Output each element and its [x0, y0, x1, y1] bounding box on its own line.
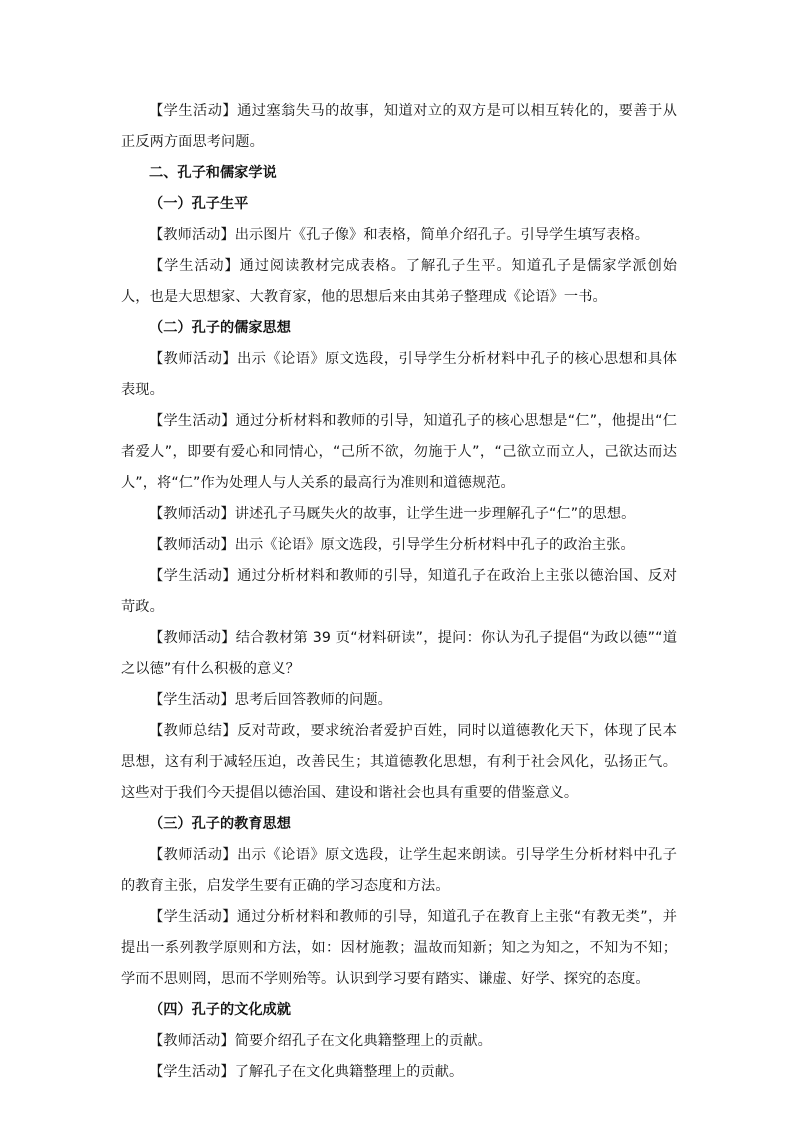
subsection-heading: （一）孔子生平: [149, 196, 249, 212]
paragraph: 【教师总结】反对苛政，要求统治者爱护百姓，同时以道德教化天下，体现了民本思想，这有利于减轻压迫，改善民生；其道德教化思想，有利于社会风化，弘扬正气。这些对于我们今天提倡以德治国、建设和谐社会也具有重要的借鉴意义。: [121, 723, 677, 801]
paragraph: 【教师活动】结合教材第 39 页“材料研读”，提问：你认为孔子提倡“为政以德”“道之以德”有什么积极的意义？: [121, 630, 677, 677]
subsection-heading: （二）孔子的儒家思想: [149, 320, 291, 336]
paragraph: 【教师活动】讲述孔子马厩失火的故事，让学生进一步理解孔子“仁”的思想。: [149, 506, 636, 522]
subsection-heading: （三）孔子的教育思想: [149, 816, 291, 832]
paragraph: 【学生活动】通过塞翁失马的故事，知道对立的双方是可以相互转化的，要善于从正反两方面思考问题。: [121, 103, 677, 150]
section-heading: 二、孔子和儒家学说: [149, 165, 277, 181]
paragraph: 【学生活动】通过阅读教材完成表格。了解孔子生平。知道孔子是儒家学派创始人，也是大思想家、大教育家，他的思想后来由其弟子整理成《论语》一书。: [121, 258, 677, 305]
paragraph: 【学生活动】思考后回答教师的问题。: [149, 692, 392, 708]
paragraph: 【教师活动】出示图片《孔子像》和表格，简单介绍孔子。引导学生填写表格。: [149, 227, 650, 243]
paragraph: 【教师活动】简要介绍孔子在文化典籍整理上的贡献。: [149, 1033, 492, 1049]
paragraph: 【教师活动】出示《论语》原文选段，引导学生分析材料中孔子的核心思想和具体表现。: [121, 351, 677, 398]
paragraph: 【学生活动】通过分析材料和教师的引导，知道孔子在教育上主张“有教无类”，并提出一系列教学原则和方法，如：因材施教；温故而知新；知之为知之，不知为不知；学而不思则罔，思而不学则殆等。认识到学习要有踏实、谦虚、好学、探究的态度。: [121, 909, 677, 987]
paragraph: 【教师活动】出示《论语》原文选段，让学生起来朗读。引导学生分析材料中孔子的教育主张，启发学生要有正确的学习态度和方法。: [121, 847, 677, 894]
subsection-heading: （四）孔子的文化成就: [149, 1002, 291, 1018]
document-body: [121, 96, 677, 1088]
paragraph: 【学生活动】通过分析材料和教师的引导，知道孔子在政治上主张以德治国、反对苛政。: [121, 568, 677, 615]
paragraph: 【教师活动】出示《论语》原文选段，引导学生分析材料中孔子的政治主张。: [149, 537, 635, 553]
paragraph: 【学生活动】了解孔子在文化典籍整理上的贡献。: [149, 1064, 464, 1080]
paragraph: 【学生活动】通过分析材料和教师的引导，知道孔子的核心思想是“仁”，他提出“仁者爱人”，即要有爱心和同情心，“己所不欲，勿施于人”，“己欲立而立人，己欲达而达人”，将“仁”作为处理人与人关系的最高行为准则和道德规范。: [121, 413, 677, 491]
